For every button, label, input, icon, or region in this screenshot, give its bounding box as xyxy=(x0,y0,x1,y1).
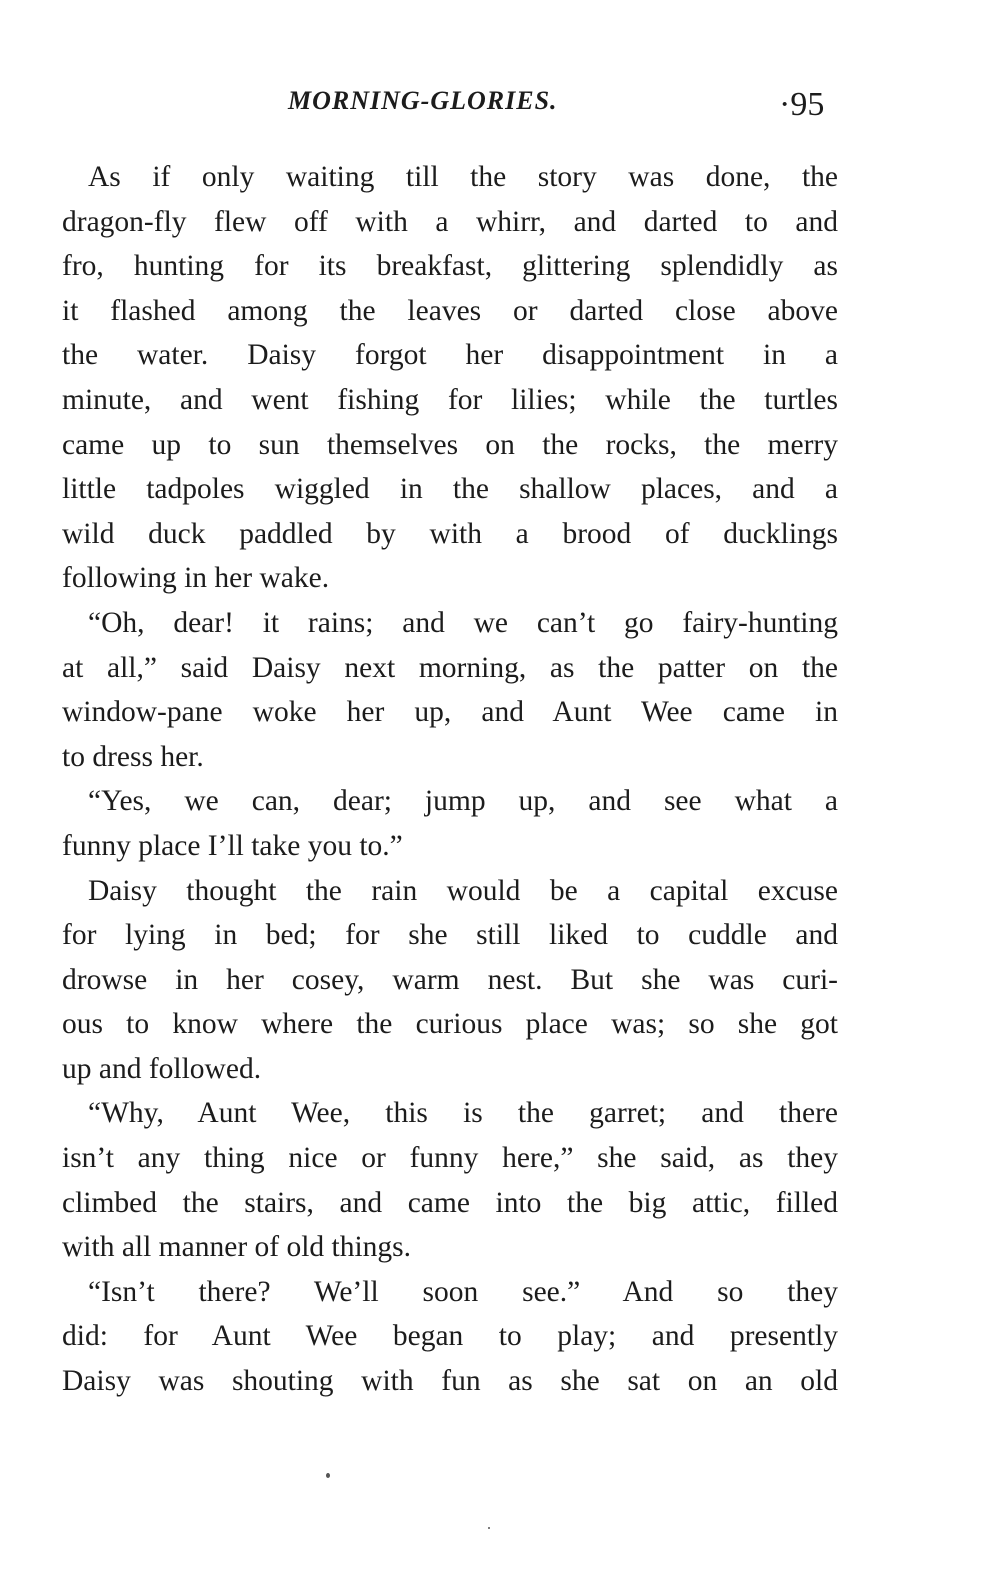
ink-speck xyxy=(488,1527,490,1529)
text-line: Daisy thought the rain would be a capital excuse xyxy=(88,874,838,907)
page-number: ·95 xyxy=(779,86,825,123)
text-line: funny place I’ll take you to.” xyxy=(62,829,403,862)
body-text xyxy=(62,155,838,1404)
text-line: little tadpoles wiggled in the shallow places, and a xyxy=(62,473,838,506)
text-line: the water. Daisy forgot her disappointment in a xyxy=(62,339,838,372)
text-line: drowse in her cosey, warm nest. But she was curi- xyxy=(62,963,838,996)
text-line: window-pane woke her up, and Aunt Wee came in xyxy=(62,696,838,729)
text-line: “Why, Aunt Wee, this is the garret; and there xyxy=(88,1097,838,1130)
text-line: following in her wake. xyxy=(62,562,330,595)
text-line: fro, hunting for its breakfast, glittering splendidly as xyxy=(62,250,838,283)
text-line: isn’t any thing nice or funny here,” she said, as they xyxy=(62,1142,838,1175)
text-line: As if only waiting till the story was done, the xyxy=(88,161,838,193)
text-line: ous to know where the curious place was; so she got xyxy=(62,1008,838,1041)
text-line: wild duck paddled by with a brood of ducklings xyxy=(62,517,838,550)
ink-speck xyxy=(326,1473,330,1478)
text-line: climbed the stairs, and came into the big attic, filled xyxy=(62,1186,838,1219)
text-line: minute, and went fishing for lilies; while the turtles xyxy=(62,383,838,416)
text-line: Daisy was shouting with fun as she sat on an old xyxy=(62,1365,838,1398)
text-line: for lying in bed; for she still liked to cuddle and xyxy=(62,919,838,952)
text-line: did: for Aunt Wee began to play; and presently xyxy=(62,1320,838,1353)
text-line: at all,” said Daisy next morning, as the patter on the xyxy=(62,651,838,684)
text-line: came up to sun themselves on the rocks, the merry xyxy=(62,428,838,461)
text-line: to dress her. xyxy=(62,740,204,773)
text-line: it flashed among the leaves or darted close above xyxy=(62,294,838,327)
text-line: “Yes, we can, dear; jump up, and see what a xyxy=(88,785,838,818)
text-line: “Oh, dear! it rains; and we can’t go fairy-hunting xyxy=(88,606,838,639)
text-line: “Isn’t there? We’ll soon see.” And so they xyxy=(88,1275,838,1308)
text-line: up and followed. xyxy=(62,1052,262,1085)
running-title: MORNING-GLORIES. xyxy=(288,86,558,115)
text-line: with all manner of old things. xyxy=(62,1231,412,1264)
text-line: dragon-fly flew off with a whirr, and darted to and xyxy=(62,205,838,238)
